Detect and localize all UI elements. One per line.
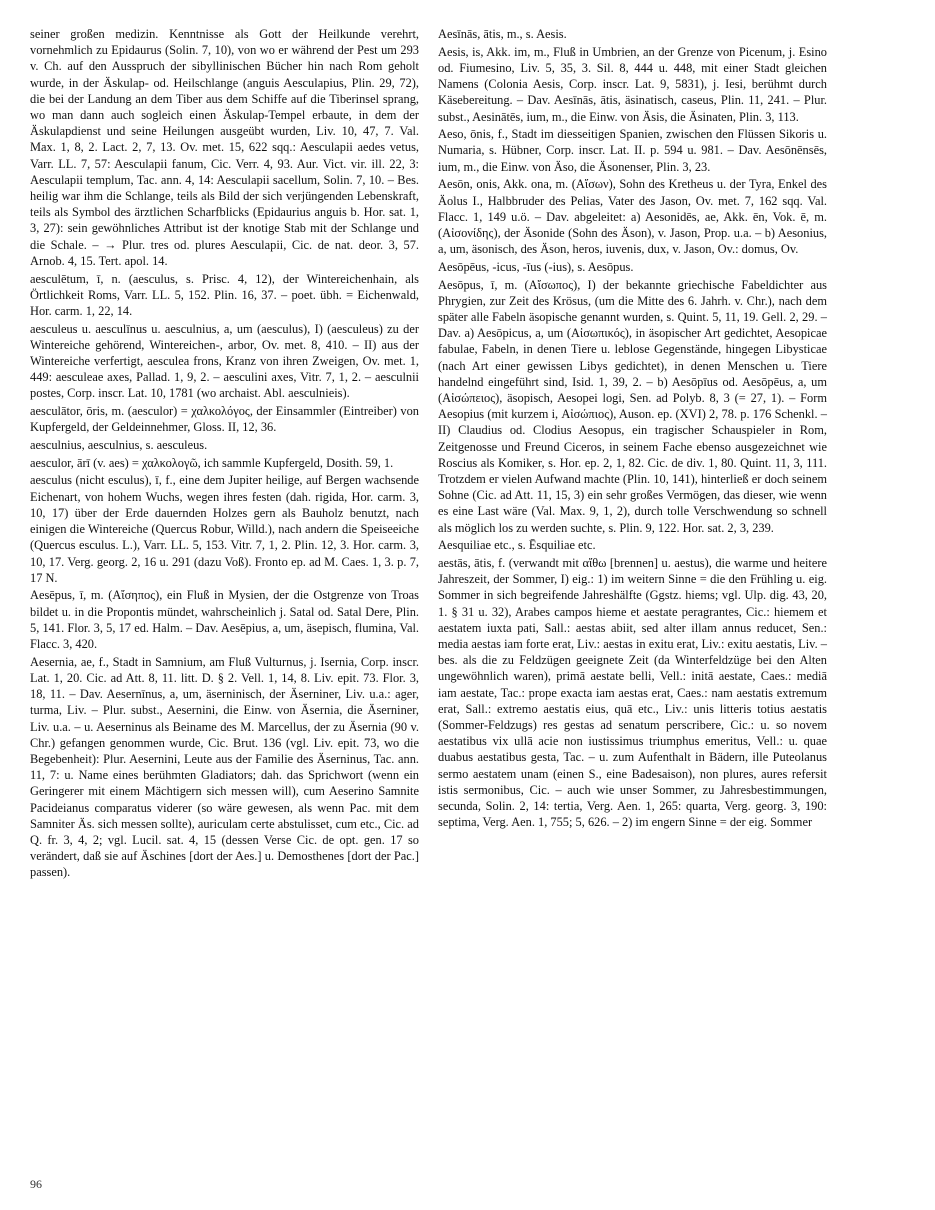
entry-aesinas: Aesīnās, ātis, m., s. Aesis. xyxy=(438,27,567,41)
entry-aesepus: Aesēpus, ī, m. (Αἴσηπος), ein Fluß in Mysien, der die Ostgrenze von Troas bildet u. in die Propontis mündet, wahrscheinlich j. Satal od. Satal Dere, Plin. 5, 141. Flor. 3, 5, 17 ed. Halm. – Dav. Aesēpius, a, um, äsepisch, flumina, Val. Flacc. 3, 420. xyxy=(30,588,419,652)
page-number: 96 xyxy=(30,1177,42,1191)
entry-aesculor: aesculor, ārī (v. aes) = χαλκολογῶ, ich sammle Kupfergeld, Dosith. 59, 1. xyxy=(30,455,394,470)
right-column xyxy=(438,26,827,832)
entry-aesopus: Aesōpus, ī, m. (Αἴσωπος), I) der bekannte griechische Fabeldichter aus Phrygien, zur Zeit des Krösus, (um die Mitte des 6. Jahrh. v. Chr.), nach dem später alle Fabeln äsopische genannt wurden, s. Quint. 5, 11, 19. Gell. 2, 29. – Dav. a) Aesōpicus, a, um (Αἰσωπικός), in äsopischer Art gedichtet, Aesopicae fabulae, Fabeln, in denen Tiere u. leblose Gegenstände, hingegen Libysticae (nach Art einer gewissen Libys gedichtet), in denen Menschen u. Tiere handelnd eingeführt sind, Isid. 1, 39, 2. – b) Aesōpīus od. Aesōpēus, a, um (Αἰσώπειος), äsopisch, Aesopei logi, Sen. ad Polyb. 8, 3 (= 27, 1). – Form Aesopius (mit kurzem i, Αἰσώπιος), Auson. ep. (XVI) 2, 78. p. 176 Schenkl. – II) Claudius od. Clodius Aesopus, ein tragischer Schauspieler in Rom, Zeitgenosse und Freund Ciceros, in seinem Fache ebenso ausgezeichnet wie Roscius als Komiker, s. Hor. ep. 2, 1, 82. Cic. de div. 1, 80. Quint. 11, 3, 111. Trotzdem er vielen Aufwand machte (Plin. 10, 141), hinterließ er doch seinem Sohne (Cic. ad Att. 11, 15, 3) ein sehr großes Vermögen, das dieser, wie wenn es eine Last wäre (Val. Max. 9, 1, 2), durch tolle Verschwendung so schnell als möglich los zu werden suchte, s. Plin. 9, 122. Hor. sat. 2, 3, 239. xyxy=(438,277,827,535)
entry-aeso: Aeso, ōnis, f., Stadt im diesseitigen Spanien, zwischen den Flüssen Sikoris u. Numaria, s. Hübner, Corp. inscr. Lat. II. p. 594 u. 981. – Dav. Aesōnēnsēs, ium, m., die Einw. von Äso, die Äsonenser, Plin. 3, 23. xyxy=(438,127,827,174)
left-column xyxy=(30,26,419,882)
entry-aesis: Aesis, is, Akk. im, m., Fluß in Umbrien, an der Grenze von Picenum, j. Esino od. Fiumesino, Liv. 5, 35, 3. Sil. 8, 444 u. 448, mit einer Stadt gleichen Namens (Colonia Aesis, Corp. inscr. Lat. 9, 5831), j. Iesi, berühmt durch Käsebereitung. – Dav. Aesīnās, ātis, äsinatisch, caseus, Plin. 11, 241. – Plur. subst., Aesinātēs, ium, m., die Einw. von Äsis, die Äsinaten, Plin. 3, 113. xyxy=(438,44,827,124)
entry-aesopeus: Aesōpēus, -icus, -īus (-ius), s. Aesōpus. xyxy=(438,259,634,274)
entry-aesernia: Aesernia, ae, f., Stadt in Samnium, am Fluß Vulturnus, j. Isernia, Corp. inscr. Lat. 1, 20. Cic. ad Att. 8, 11. litt. D. § 2. Vell. 1, 14, 8. Liv. epit. 73. Flor. 3, 18, 11. – Dav. Aesernīnus, a, um, äserninisch, der Äserniner, Liv. u.a.: ager, turma, Liv. – Plur. subst., Aesernini, die Einw. von Äsernia, die Äserniner, Liv. u.a. – u. Aeserninus als Beiname des M. Marcellus, der zu Äsernia (90 v. Chr.) gefangen genommen wurde, Cic. Brut. 136 (vgl. Liv. epit. 73, wo die Begebenheit): Plur. Aesernini, Leute aus der Familie des Äserninus, Tac. ann. 11, 7: u. Name eines berühmten Gladiators; dah. das Sprichwort (wenn ein Geringerer mit einem Mächtigern sich messen will), cum Aeserino Samnite Pacideianus comparatus viderer (so wäre gewesen, als wenn Pac. mit dem Samniter Äs. sich messen sollte), auriculam certe abstulisset, cum etc., Cic. ad Q. fr. 3, 4, 2; vgl. Lucil. sat. 4, 15 (dessen Verse Cic. de opt. gen. 17 so verändert, daß sie auf Äschines [dort der Aes.] u. Demosthenes [dort der Pac.] passen). xyxy=(30,654,419,880)
entry-aesquiliae: Aesquiliae etc., s. Ēsquiliae etc. xyxy=(438,538,596,553)
entry-aeson: Aesōn, onis, Akk. ona, m. (Αἴσων), Sohn des Kretheus u. der Tyra, Enkel des Äolus I., Halbbruder des Pelias, Vater des Jason, Ov. met. 7, 162 sqq. Val. Flacc. 1, 149 u.ö. – Dav. abgeleitet: a) Aesonidēs, ae, Akk. ēn, Vok. ē, m. (Αἰσονίδης), der Äsonide (Sohn des Äson), v. Jason, Prop. u.a. – b) Aesonius, a, um, äsonisch, des Äson, heros, iuvenis, dux, v. Jason, Ov.: domus, Ov. xyxy=(438,177,827,257)
entry-aestas: aestās, ātis, f. (verwandt mit αἴθω [brennen] u. aestus), die warme und heitere Jahreszeit, der Sommer, I) eig.: 1) im weitern Sinne = die den Frühling u. eig. Sommer in sich begreifende Jahreshälfte (Ggstz. hiems; vgl. Ulp. dig. 43, 20, 1. § 31 u. 32), Arabes campos hieme et aestate peragrantes, Cic.: hiemem et aestatem iuxta pati, Sall.: aestas abiit, sed alter illam annus reducet, Sen.: media aestas iam forte erat, Liv.: aestas in exitu erat, Liv.: exitu aestatis, Liv. – bes. als die zu Feldzügen geeignete Zeit (da Winterfeldzüge bei den Alten ungewöhnlich waren), primā aestate belli, Vell.: initā aestate, Caes.: mediā iam aestate, Tac.: prope exacta iam aestas erat, Caes.: nam aestatis extremum erat, Sall.: extremo aestatis eius, quā etc., Liv.: unis litteris totius aestatis (Sommer-Feldzugs) res gestas ad senatum perscribere, Cic.: u. so novem aestatibus vix ullā acie non iustissimus triumphus emeritus, Vell.: u. quae duabus aestatibus gesta, Tac. – u. zum Aufenthalt in Bädern, ille Puteolanus sermo aestatem unam (einen S., eine Badesaison), non plures, aures refersit istis sermonibus, Cic. – auch wie unser Sommer, zu Jahresbestimmungen, secunda, Solin. 2, 14: tertia, Verg. Aen. 1, 265: quarta, Verg. georg. 3, 190: septima, Verg. Aen. 1, 755; 5, 626. – 2) im engern Sinne = der eig. Sommer xyxy=(438,556,827,830)
entry-aesculator: aesculātor, ōris, m. (aesculor) = χαλκολόγος, der Einsammler (Eintreiber) von Kupfergeld, der Geldeinnehmer, Gloss. II, 12, 36. xyxy=(30,404,419,435)
entry-aesculnius: aesculnius, aesculnius, s. aesculeus. xyxy=(30,438,208,453)
entry-aesculetum: aesculētum, ī, n. (aesculus, s. Prisc. 4, 12), der Wintereichenhain, als Örtlichkeit Roms, Varr. LL. 5, 152. Plin. 16, 37. – poet. übh. = Eichenwald, Hor. carm. 1, 22, 14. xyxy=(30,271,419,318)
entry-aesculus: aesculus (nicht esculus), ī, f., eine dem Jupiter heilige, auf Bergen wachsende Eichenart, von hohem Wuchs, wegen ihres festen (dah. rigida, Hor. carm. 3, 10, 17) über der Erde dauernden Holzes gern als Bauholz benutzt, nach einigen die Wintereiche (Quercus Robur, Willd.), nach andern die Speiseeiche (Quercus esculus. L.), Varr. LL. 5, 153. Vitr. 7, 1, 2. Plin. 12, 3. Hor. carm. 3, 10, 17. Verg. georg. 2, 16 u. 291 (dazu Voß). Fronto ep. ad M. Caes. 1, 3. p. 7, 17 N. xyxy=(30,473,419,585)
entry-aesculeus: aesculeus u. aesculīnus u. aesculnius, a, um (aesculus), I) (aesculeus) zu der Wintereiche gehörend, Wintereichen-, arbor, Ov. met. 8, 410. – II) aus der Wintereiche verfertigt, aesculea frons, Kranz von ihren Zweigen, Ov. met. 1, 449: aesculeae axes, Pallad. 1, 9, 2. – aesculini axes, Vitr. 7, 1, 2. – aesculnii postes, Corp. inscr. Lat. 10, 1781 (wo archaist. Abl. aesculnieis). xyxy=(30,321,419,401)
entry-aesculapius-continued: seiner großen medizin. Kenntnisse als Gott der Heilkunde verehrt, vornehmlich zu Epidaurus (Solin. 7, 10), von wo er während der Pest um 293 v. Ch. auf den Ausspruch der sibyllinischen Bücher hin nach Rom geholt wurde, in der Äskulap- od. Heilschlange (anguis Aesculapius, Plin. 29, 72), die bei der Landung an dem Tiber aus dem Schiffe auf die Tiberinsel sprang, wo man dann auch sogleich einen Äskulap-Tempel erbaute, in dem der Äskulapdienst und seine Heilungen ausgeübt wurden, Liv. 10, 47, 7. Val. Max. 1, 8, 2. Lact. 2, 7, 13. Ov. met. 15, 622 sqq.: Aesculapii aedes vetus, Varr. LL. 7, 57: Aesculapii fanum, Cic. Verr. 4, 93. Aur. Vict. vir. ill. 22, 3: Aesculapii templum, Tac. ann. 4, 14: Aesculapii sacellum, Solin. 7, 10. – Bes. heilig war ihm die Schlange, teils als Bild der sich verjüngenden Lebenskraft, teils als Symbol des ärztlichen Scharfblicks (Epidaurius anguis b. Hor. sat. 1, 3, 27): sein gewöhnliches Attribut ist der knotige Stab mit der Schlange und die Schale. – → Plur. tres od. plures Aesculapii, Cic. de nat. deor. 3, 57. Arnob. 4, 15. Tert. apol. 14. xyxy=(30,27,419,268)
